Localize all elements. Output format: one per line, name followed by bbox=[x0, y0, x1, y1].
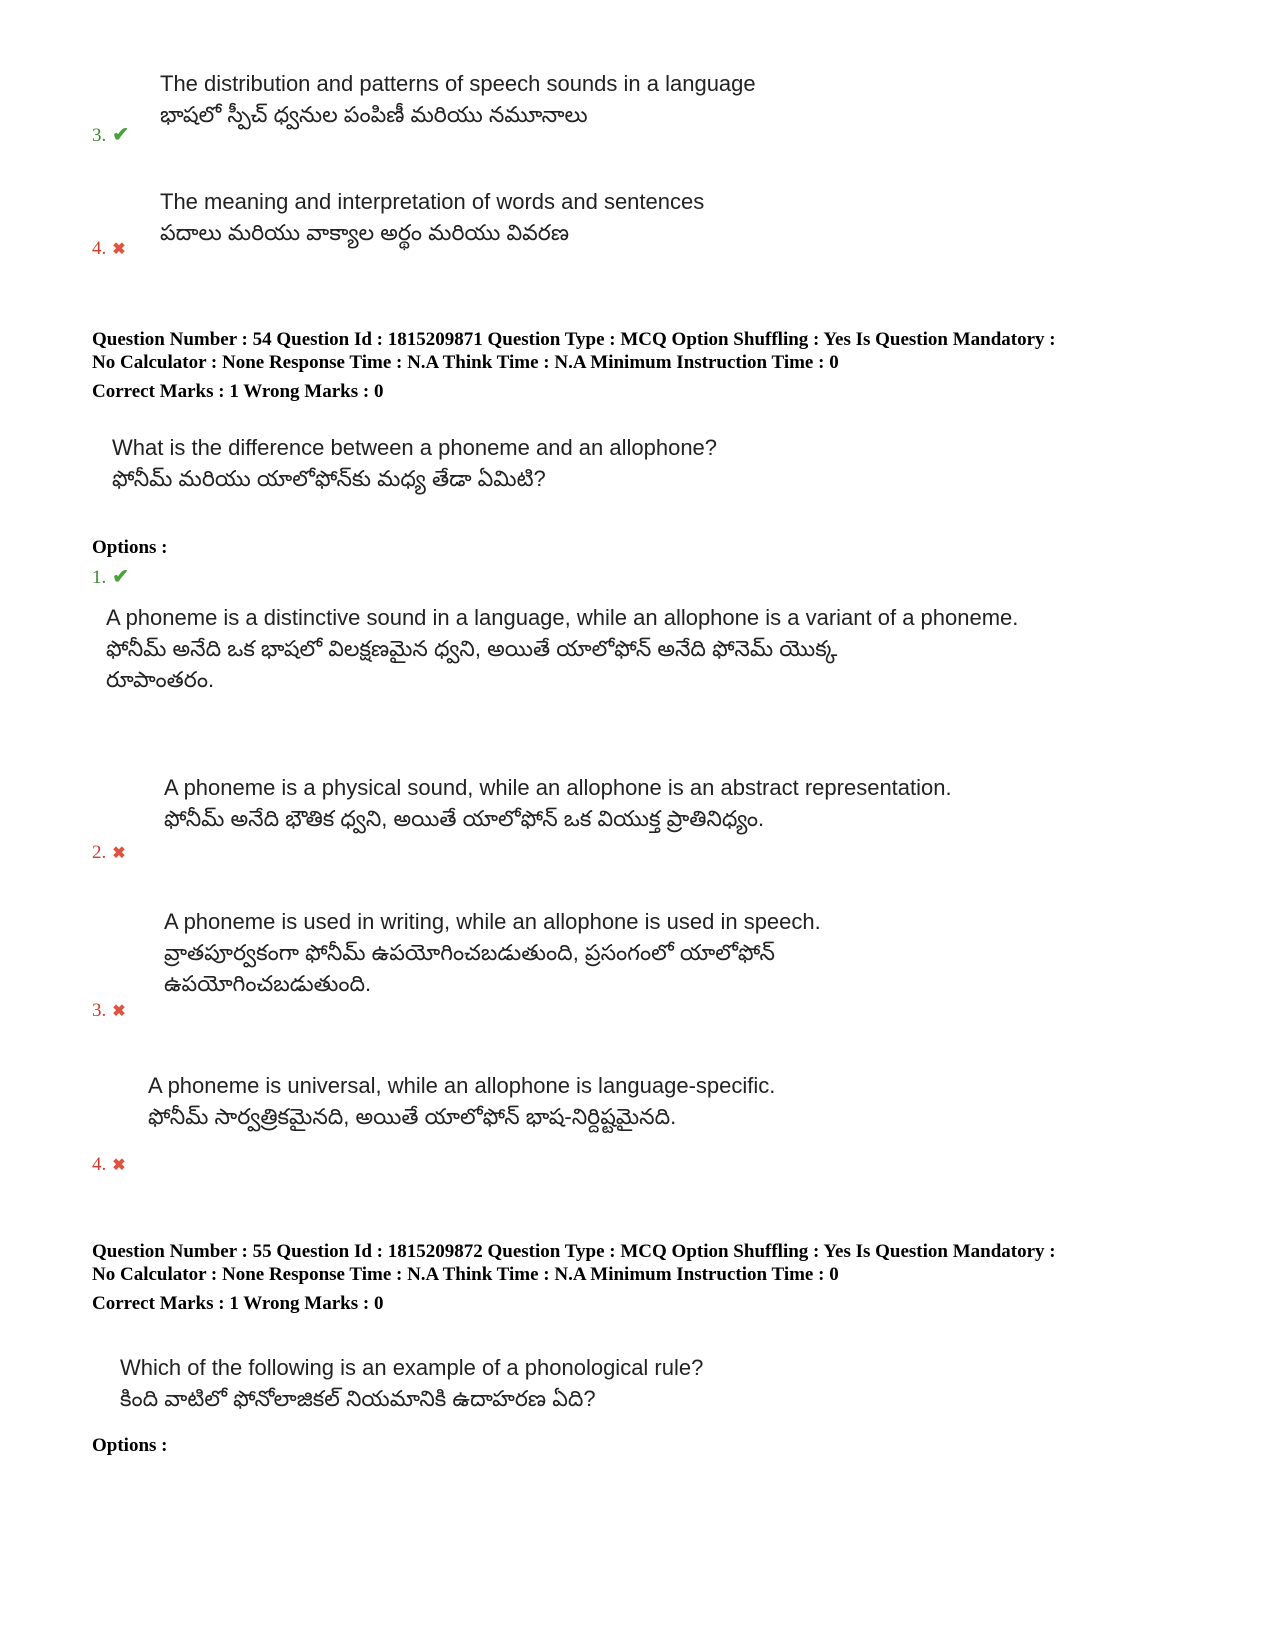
q55-meta-line2: No Calculator : None Response Time : N.A Think Time : N.A Minimum Instruction Time : 0 bbox=[92, 1264, 839, 1285]
prev-option-4-text bbox=[160, 186, 704, 248]
check-icon: ✔ bbox=[112, 124, 130, 146]
option-text-en: The meaning and interpretation of words and sentences bbox=[160, 189, 705, 214]
option-text-te: పదాలు మరియు వాక్యాల అర్థం మరియు వివరణ bbox=[160, 220, 570, 245]
option-text-en: A phoneme is a distinctive sound in a language, while an allophone is a variant of a phoneme. bbox=[106, 605, 1019, 630]
cross-icon: ✖ bbox=[112, 241, 126, 258]
q54-option-2-text bbox=[164, 772, 952, 834]
q54-option-3-marker bbox=[92, 1000, 126, 1023]
option-number: 3. bbox=[92, 125, 107, 146]
option-number: 3. bbox=[92, 1000, 107, 1021]
question-text-te: ఫోనీమ్ మరియు యాలోఫోన్‌కు మధ్య తేడా ఏమిటి? bbox=[112, 466, 546, 491]
q55-meta-line1: Question Number : 55 Question Id : 1815209872 Question Type : MCQ Option Shuffling : Yes Is Question Mandatory : bbox=[92, 1241, 1056, 1262]
option-text-en: The distribution and patterns of speech sounds in a language bbox=[160, 71, 756, 96]
prev-option-3-marker bbox=[92, 124, 129, 147]
prev-option-4-marker bbox=[92, 238, 126, 261]
option-text-te: ఫోనీమ్ సార్వత్రికమైనది, అయితే యాలోఫోన్ భాష-నిర్దిష్టమైనది. bbox=[148, 1104, 677, 1129]
cross-icon: ✖ bbox=[112, 845, 126, 862]
question-text-en: Which of the following is an example of a phonological rule? bbox=[120, 1355, 704, 1380]
q54-option-4-text bbox=[148, 1070, 775, 1132]
q55-meta bbox=[92, 1240, 1056, 1286]
q54-meta-line1: Question Number : 54 Question Id : 1815209871 Question Type : MCQ Option Shuffling : Yes Is Question Mandatory : bbox=[92, 329, 1056, 350]
option-number: 2. bbox=[92, 842, 107, 863]
option-text-te: ఫోనీమ్ అనేది భౌతిక ధ్వని, అయితే యాలోఫోన్ ఒక వియుక్త ప్రాతినిధ్యం. bbox=[164, 806, 765, 831]
cross-icon: ✖ bbox=[112, 1003, 126, 1020]
option-text-en: A phoneme is used in writing, while an allophone is used in speech. bbox=[164, 909, 821, 934]
q54-option-2-marker bbox=[92, 842, 126, 865]
q54-meta bbox=[92, 328, 1056, 374]
option-text-te: ఫోనీమ్ అనేది ఒక భాషలో విలక్షణమైన ధ్వని, అయితే యాలోఫోన్ అనేది ఫోనెమ్ యొక్క bbox=[106, 636, 838, 661]
q54-question bbox=[112, 432, 717, 494]
q54-options-label: Options : bbox=[92, 537, 168, 558]
option-text-en: A phoneme is a physical sound, while an allophone is an abstract representation. bbox=[164, 775, 952, 800]
q55-options-label: Options : bbox=[92, 1435, 168, 1456]
question-text-te: కింది వాటిలో ఫోనోలాజికల్ నియమానికి ఉదాహరణ ఏది? bbox=[120, 1386, 596, 1411]
question-text-en: What is the difference between a phoneme and an allophone? bbox=[112, 435, 718, 460]
q55-question bbox=[120, 1352, 703, 1414]
option-number: 4. bbox=[92, 238, 107, 259]
option-text-en: A phoneme is universal, while an allophone is language-specific. bbox=[148, 1073, 776, 1098]
option-text-te: ఉపయోగించబడుతుంది. bbox=[164, 971, 372, 996]
q54-option-4-marker bbox=[92, 1154, 126, 1177]
option-text-te: రూపాంతరం. bbox=[106, 667, 215, 692]
q54-option-1-marker bbox=[92, 566, 129, 589]
q55-marks: Correct Marks : 1 Wrong Marks : 0 bbox=[92, 1293, 384, 1314]
q54-marks: Correct Marks : 1 Wrong Marks : 0 bbox=[92, 381, 384, 402]
q54-option-1-text bbox=[106, 602, 1018, 695]
option-text-te: భాషలో స్పీచ్ ధ్వనుల పంపిణీ మరియు నమూనాలు bbox=[160, 102, 588, 127]
option-text-te: వ్రాతపూర్వకంగా ఫోనీమ్ ఉపయోగించబడుతుంది, ప్రసంగంలో యాలోఫోన్ bbox=[164, 940, 775, 965]
option-number: 1. bbox=[92, 567, 107, 588]
check-icon: ✔ bbox=[112, 566, 130, 588]
option-number: 4. bbox=[92, 1154, 107, 1175]
cross-icon: ✖ bbox=[112, 1157, 126, 1174]
prev-option-3-text bbox=[160, 68, 756, 130]
q54-meta-line2: No Calculator : None Response Time : N.A Think Time : N.A Minimum Instruction Time : 0 bbox=[92, 352, 839, 373]
q54-option-3-text bbox=[164, 906, 821, 999]
